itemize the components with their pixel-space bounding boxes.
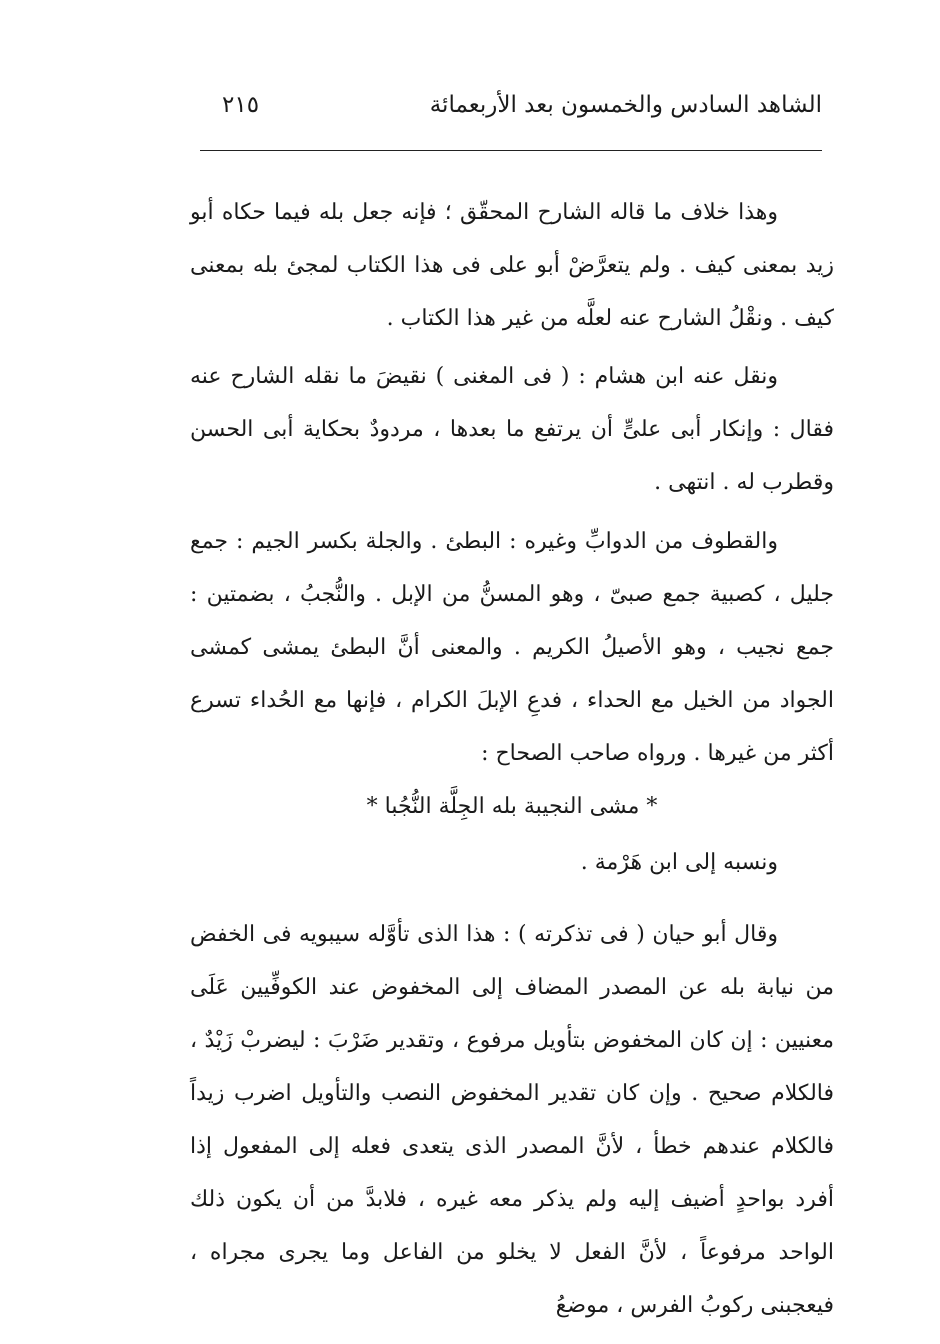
paragraph-2 bbox=[190, 350, 834, 509]
paragraph-text: والقطوف من الدوابِّ وغيره : البطئ . والجلة بكسر الجيم : جمع جليل ، كصبية جمع صبىّ ، وهو المسنُّ من الإبل . والنُّجبُ ، بضمتين : جمع نجيب ، وهو الأصيلُ الكريم . والمعنى أنَّ البطئ يمشى كمشى الجواد من الخيل مع الحداء ، فدعِ الإبلَ الكرام ، فإنها مع الحُداء تسرع أكثر من غيرها . ورواه صاحب الصحاح : bbox=[190, 529, 834, 766]
paragraph-1 bbox=[190, 186, 834, 345]
verse-text: * مشى النجيبة بله الجِلَّة النُّجُبا * bbox=[366, 794, 658, 819]
paragraph-5 bbox=[190, 908, 834, 1332]
paragraph-text: ونسبه إلى ابن هَرْمة . bbox=[580, 850, 778, 875]
paragraph-3 bbox=[190, 515, 834, 780]
page-number: ٢١٥ bbox=[222, 92, 260, 118]
running-header bbox=[200, 88, 822, 128]
paragraph-text: وهذا خلاف ما قاله الشارح المحقّق ؛ فإنه جعل بله فيما حكاه أبو زيد بمعنى كيف . ولم يتعرَّضْ أبو على فى هذا الكتاب لمجئ بله بمعنى كيف . ونقْلُ الشارح عنه لعلَّه من غير هذا الكتاب . bbox=[190, 200, 834, 331]
header-title: الشاهد السادس والخمسون بعد الأربعمائة bbox=[429, 92, 822, 118]
header-rule bbox=[200, 150, 822, 151]
verse-line bbox=[190, 780, 834, 833]
paragraph-text: ونقل عنه ابن هشام : ( فى المغنى ) نقيضَ ما نقله الشارح عنه فقال : وإنكار أبى علىٍّ أن يرتفع ما بعدها ، مردودٌ بحكاية أبى الحسن وقطرب له . انتهى . bbox=[190, 364, 834, 495]
paragraph-text: وقال أبو حيان ( فى تذكرته ) : هذا الذى تأوَّله سيبويه فى الخفض من نيابة بله عن المصدر المضاف إلى المخفوض عند الكوفِّيين عَلَى معنيين : إن كان المخفوض بتأويل مرفوع ، وتقدير ضَرْبَ : ليضربْ زَيْدٌ ، فالكلام صحيح . وإن كان تقدير المخفوض النصب والتأويل اضرب زيداً فالكلام عندهم خطأ ، لأنَّ المصدر الذى يتعدى فعله إلى المفعول إذا أفرد بواحدٍ أضيف إليه ولم يذكر معه غيره ، فلابدَّ من أن يكون ذلك الواحد مرفوعاً ، لأنَّ الفعل لا يخلو من الفاعل وما يجرى مجراه ، فيعجبنى ركوبُ الفرس ، موضعُ bbox=[190, 922, 834, 1318]
paragraph-4 bbox=[190, 836, 834, 889]
